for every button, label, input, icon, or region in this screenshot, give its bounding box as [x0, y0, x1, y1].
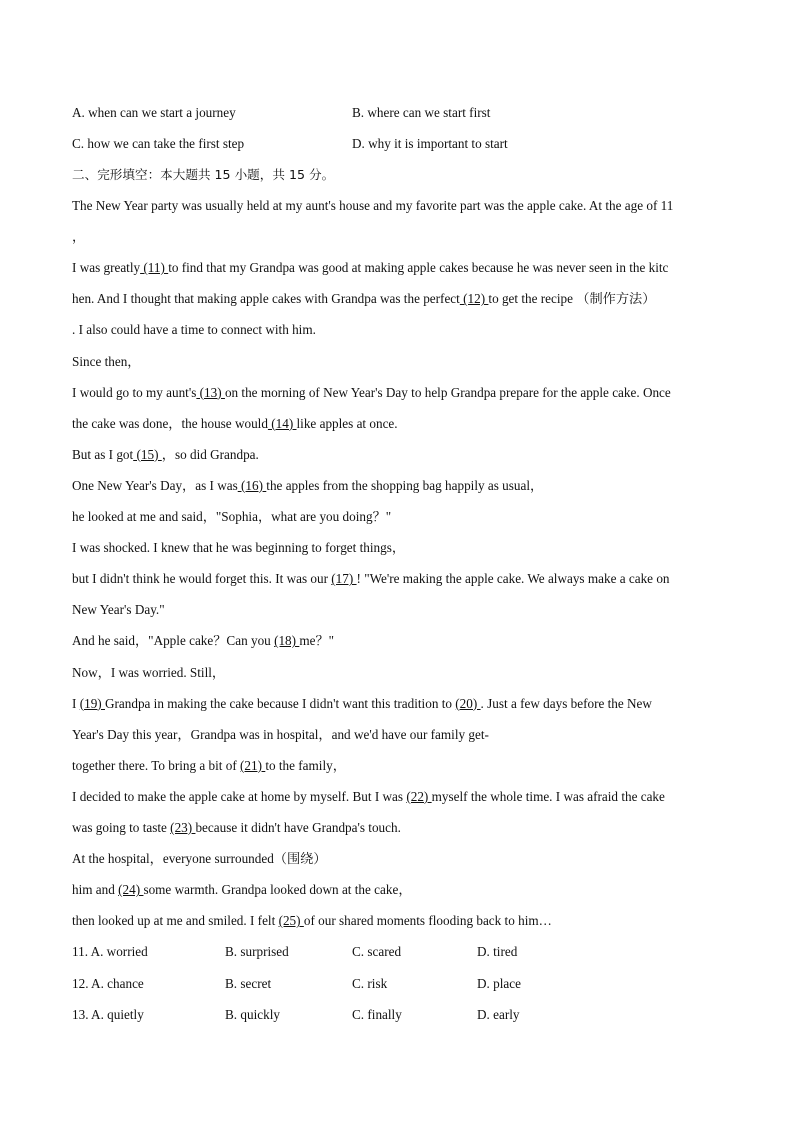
passage-text: I would go to my aunt's — [72, 384, 197, 400]
question-option-a: 13. A. quietly — [72, 1006, 144, 1022]
passage-text: The New Year party was usually held at my aunt's house and my favorite part was the apple cake. At the age of 11 — [72, 198, 674, 213]
passage-line — [72, 321, 732, 339]
blank-number: (14) — [267, 415, 297, 431]
passage-line — [72, 446, 732, 464]
option-c: C. how we can take the first step — [72, 136, 245, 151]
passage-text: to get the recipe （制作方法） — [488, 291, 656, 307]
question-option-c: C. finally — [352, 1006, 402, 1022]
passage-text: the cake was done，the house would — [72, 415, 268, 431]
blank-number: (17) — [331, 571, 357, 587]
passage-line — [72, 290, 732, 308]
passage-line — [72, 881, 732, 899]
question-option-a: 12. A. chance — [72, 975, 144, 991]
passage-text: . I also could have a time to connect with him. — [72, 322, 316, 338]
blank-number: (22) — [406, 788, 432, 804]
passage-line — [72, 912, 732, 930]
blank-number: (20) — [455, 695, 481, 711]
question-option-b: B. quickly — [225, 1006, 280, 1022]
blank-number: (11) — [140, 260, 169, 276]
question-option-c: C. scared — [352, 944, 402, 960]
passage-text: the apples from the shopping bag happily as usual， — [266, 477, 544, 493]
passage-text: But as I got — [72, 446, 134, 462]
passage-text: me？" — [299, 633, 335, 649]
section-heading: 二、完形填空：本大题共 15 小题，共 15 分。 — [72, 167, 335, 182]
passage-text: One New Year's Day，as I was — [72, 477, 238, 493]
passage-line — [72, 850, 732, 868]
passage-text: of our shared moments flooding back to him… — [303, 913, 552, 929]
question-option-d: D. place — [477, 975, 521, 991]
question-option-b: B. surprised — [225, 944, 289, 960]
blank-number: (24) — [118, 882, 144, 898]
passage-text: Now，I was worried. Still， — [72, 664, 226, 680]
option-a: A. when can we start a journey — [72, 105, 236, 120]
passage-line — [72, 695, 732, 713]
passage-line — [72, 664, 732, 682]
passage-text: was going to taste — [72, 820, 171, 835]
blank-number: (16) — [237, 477, 267, 493]
passage-text: And he said，"Apple cake？Can you — [72, 633, 275, 649]
blank-number: (13) — [196, 384, 225, 400]
passage-text: myself the whole time. I was afraid the cake — [431, 788, 665, 804]
passage-line — [72, 539, 732, 557]
passage-line — [72, 228, 732, 246]
blank-number: (15) — [133, 446, 162, 462]
passage-line — [72, 384, 732, 402]
passage-text: I was shocked. I knew that he was beginning to forget things， — [72, 540, 406, 556]
passage-text: Grandpa in making the cake because I didn't want this tradition to — [104, 695, 456, 711]
passage-text: to find that my Grandpa was good at making apple cakes because he was never seen in the kitc — [168, 260, 669, 276]
passage-line — [72, 632, 732, 650]
passage-text: like apples at once. — [296, 415, 398, 431]
passage-text: then looked up at me and smiled. I felt — [72, 913, 279, 929]
passage-line — [72, 197, 732, 215]
passage-text: I was greatly — [72, 260, 141, 276]
blank-number: (19) — [79, 695, 105, 711]
passage-text: I decided to make the apple cake at home by myself. But I was — [72, 788, 407, 804]
passage-text: ! "We're making the apple cake. We always make a cake on — [356, 571, 670, 587]
blank-number: (12) — [459, 291, 489, 307]
blank-number: (18) — [274, 633, 300, 649]
passage-line — [72, 601, 732, 619]
blank-number: (23) — [170, 820, 196, 835]
passage-text: on the morning of New Year's Day to help Grandpa prepare for the apple cake. Once — [224, 384, 671, 400]
question-option-a: 11. A. worried — [72, 944, 148, 960]
blank-number: (25) — [278, 913, 304, 929]
passage-text: ，so did Grandpa. — [161, 446, 259, 462]
option-d: D. why it is important to start — [352, 136, 508, 151]
passage-text: Year's Day this year，Grandpa was in hospital，and we'd have our family get- — [72, 726, 489, 742]
passage-text: At the hospital，everyone surrounded（围绕） — [72, 851, 327, 867]
passage-line — [72, 477, 732, 495]
passage-line — [72, 726, 732, 744]
passage-line — [72, 508, 732, 526]
question-option-d: D. tired — [477, 944, 518, 960]
passage-text: . Just a few days before the New — [480, 695, 652, 711]
passage-line — [72, 788, 732, 806]
passage-text: together there. To bring a bit of — [72, 757, 241, 773]
question-option-b: B. secret — [225, 975, 272, 991]
passage-text: I — [72, 695, 80, 711]
passage-text: to the family， — [265, 757, 346, 773]
option-b: B. where can we start first — [352, 105, 491, 120]
passage-line — [72, 570, 732, 588]
passage-text: hen. And I thought that making apple cakes with Grandpa was the perfect — [72, 291, 460, 307]
passage-line — [72, 415, 732, 433]
passage-line — [72, 819, 732, 837]
passage-text: him and — [72, 882, 119, 898]
question-option-c: C. risk — [352, 975, 388, 991]
passage-text: Since then， — [72, 353, 141, 369]
passage-text: some warmth. Grandpa looked down at the cake， — [143, 882, 412, 898]
passage-text: because it didn't have Grandpa's touch. — [195, 820, 401, 835]
passage-text: ， — [72, 229, 86, 245]
passage-line — [72, 353, 732, 371]
passage-line — [72, 757, 732, 775]
passage-text: he looked at me and said，"Sophia，what are you doing？" — [72, 509, 392, 524]
passage-text: but I didn't think he would forget this. It was our — [72, 571, 332, 587]
passage-line — [72, 259, 732, 277]
question-option-d: D. early — [477, 1006, 520, 1022]
blank-number: (21) — [240, 757, 266, 773]
passage-text: New Year's Day." — [72, 602, 165, 618]
